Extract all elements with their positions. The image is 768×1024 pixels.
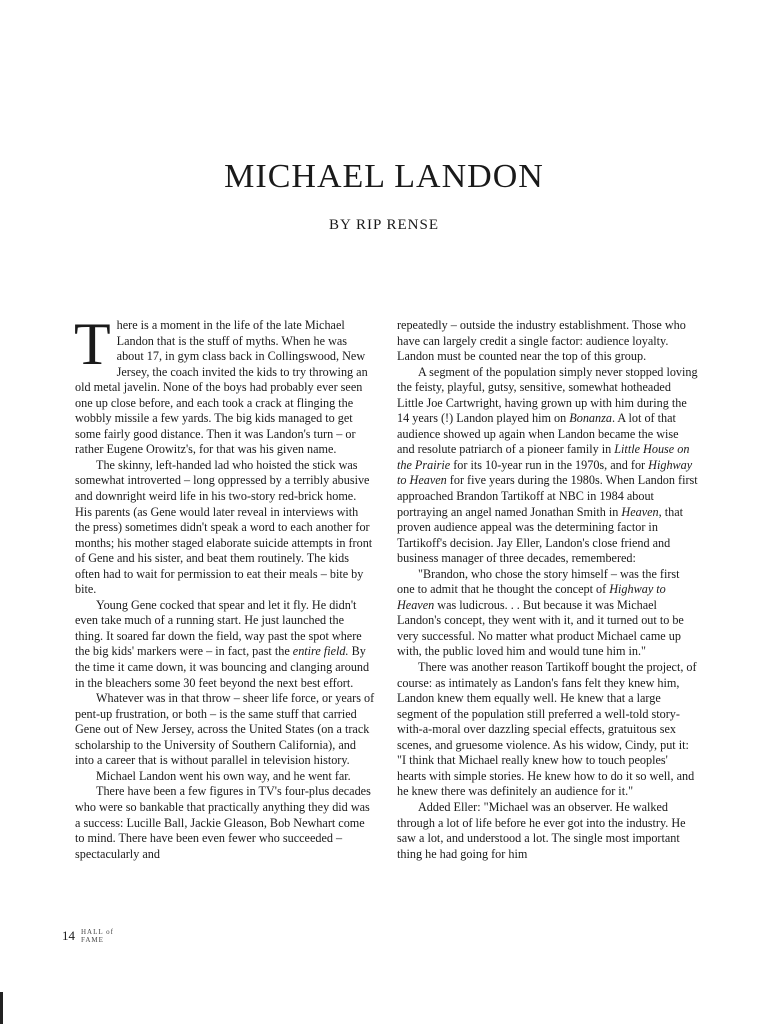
left-column bbox=[74, 311, 375, 862]
paragraph: Young Gene cocked that spear and let it fly. He didn't even take much of a running start. He just launched the thing. It soared far down the field, way past the spot where the big kids' markers were – in fact, past the entire field. By the time it came down, it was bouncing and clanging around in the bleachers some 30 feet beyond the next best effort. bbox=[75, 597, 370, 690]
paragraph: Added Eller: "Michael was an observer. He walked through a lot of life before he ever got into the industry. He saw a lot, and understood a lot. The single most important thing he had going for him bbox=[397, 799, 686, 861]
article-byline: BY RIP RENSE bbox=[328, 217, 440, 233]
drop-cap: T bbox=[74, 311, 111, 377]
scan-edge-mark bbox=[0, 992, 9, 1024]
article-title: MICHAEL LANDON bbox=[224, 158, 544, 195]
paragraph: There was another reason Tartikoff bought the project, of course: as intimately as Landon's fans felt they knew him, Landon knew them equally well. He knew that a large segment of the population still preferred a well-told story-with-a-moral over dazzling special effects, gratuitous sex scenes, and gruesome violence. As his widow, Cindy, put it: "I think that Michael really knew how to touch peoples' hearts with simple stories. He knew how to do it so well, and he knew there was definitely an audience for it." bbox=[397, 660, 697, 799]
magazine-logo: HALL of FAME bbox=[81, 928, 114, 944]
paragraph: Whatever was in that throw – sheer life force, or years of pent-up frustration, or both – is the same stuff that carried Gene out of New Jersey, across the United States (on a track scholarship to the University of Southern California), and into a career that is without parallel in television history. bbox=[75, 691, 375, 768]
paragraph: The skinny, left-handed lad who hoisted the stick was somewhat introverted – long oppressed by a terribly abusive and downright weird life in his two-story red-brick home. His parents (as Gene would later reveal in interviews with the press) sometimes didn't speak a word to each another for months; his mother staged elaborate suicide attempts in front of Gene and his sister, and beat them routinely. The kids often had to wait for permission to eat their meals – bite by bite. bbox=[75, 457, 373, 597]
paragraph: A segment of the population simply never stopped loving the feisty, playful, gutsy, sensitive, somewhat hotheaded Little Joe Cartwright, having grown up with him during the 14 years (!) Landon played him on Bonanza. A lot of that audience showed up again when Landon became the wise and resolute patriarch of a pioneer family in Little House on the Prairie for its 10-year run in the 1970s, and for Highway to Heaven for five years during the 1980s. When Landon first approached Brandon Tartikoff at NBC in 1984 about portraying an angel named Jonathan Smith in Heaven, that proven audience appeal was the determining factor in Tartikoff's decision. Jay Eller, Landon's close friend and business manager of three decades, remembered: bbox=[397, 364, 698, 566]
paragraph: There have been a few figures in TV's four-plus decades who were so bankable that practically anything they did was a success: Lucille Ball, Jackie Gleason, Bob Newhart come to mind. There have been even fewer who succeeded – spectacularly and bbox=[75, 784, 371, 861]
paragraph: Michael Landon went his own way, and he went far. bbox=[96, 768, 351, 783]
right-column bbox=[397, 318, 699, 862]
paragraph: repeatedly – outside the industry establishment. Those who have can largely credit a single factor: audience loyalty. Landon must be counted near the top of this group. bbox=[397, 318, 686, 364]
page-number: 14 bbox=[62, 928, 75, 943]
page-footer bbox=[62, 928, 114, 944]
paragraph: "Brandon, who chose the story himself – was the first one to admit that he thought the concept of Highway to Heaven was ludicrous. . . But because it was Michael Landon's concept, they went with it, and it turned out to be very successful. No matter what product Michael came up with, the public loved him and would tune him in." bbox=[397, 566, 684, 659]
paragraph: There is a moment in the life of the late Michael Landon that is the stuff of myths. When he was about 17, in gym class back in Collingswood, New Jersey, the coach invited the kids to try throwing an old metal javelin. None of the boys had probably ever seen one up close before, and each took a crack at flinging the wobbly missile a few yards. The big kids managed to get some fairly good distance. Then it was Landon's turn – or rather Eugene Orowitz's, for that was his given name. bbox=[74, 311, 368, 457]
